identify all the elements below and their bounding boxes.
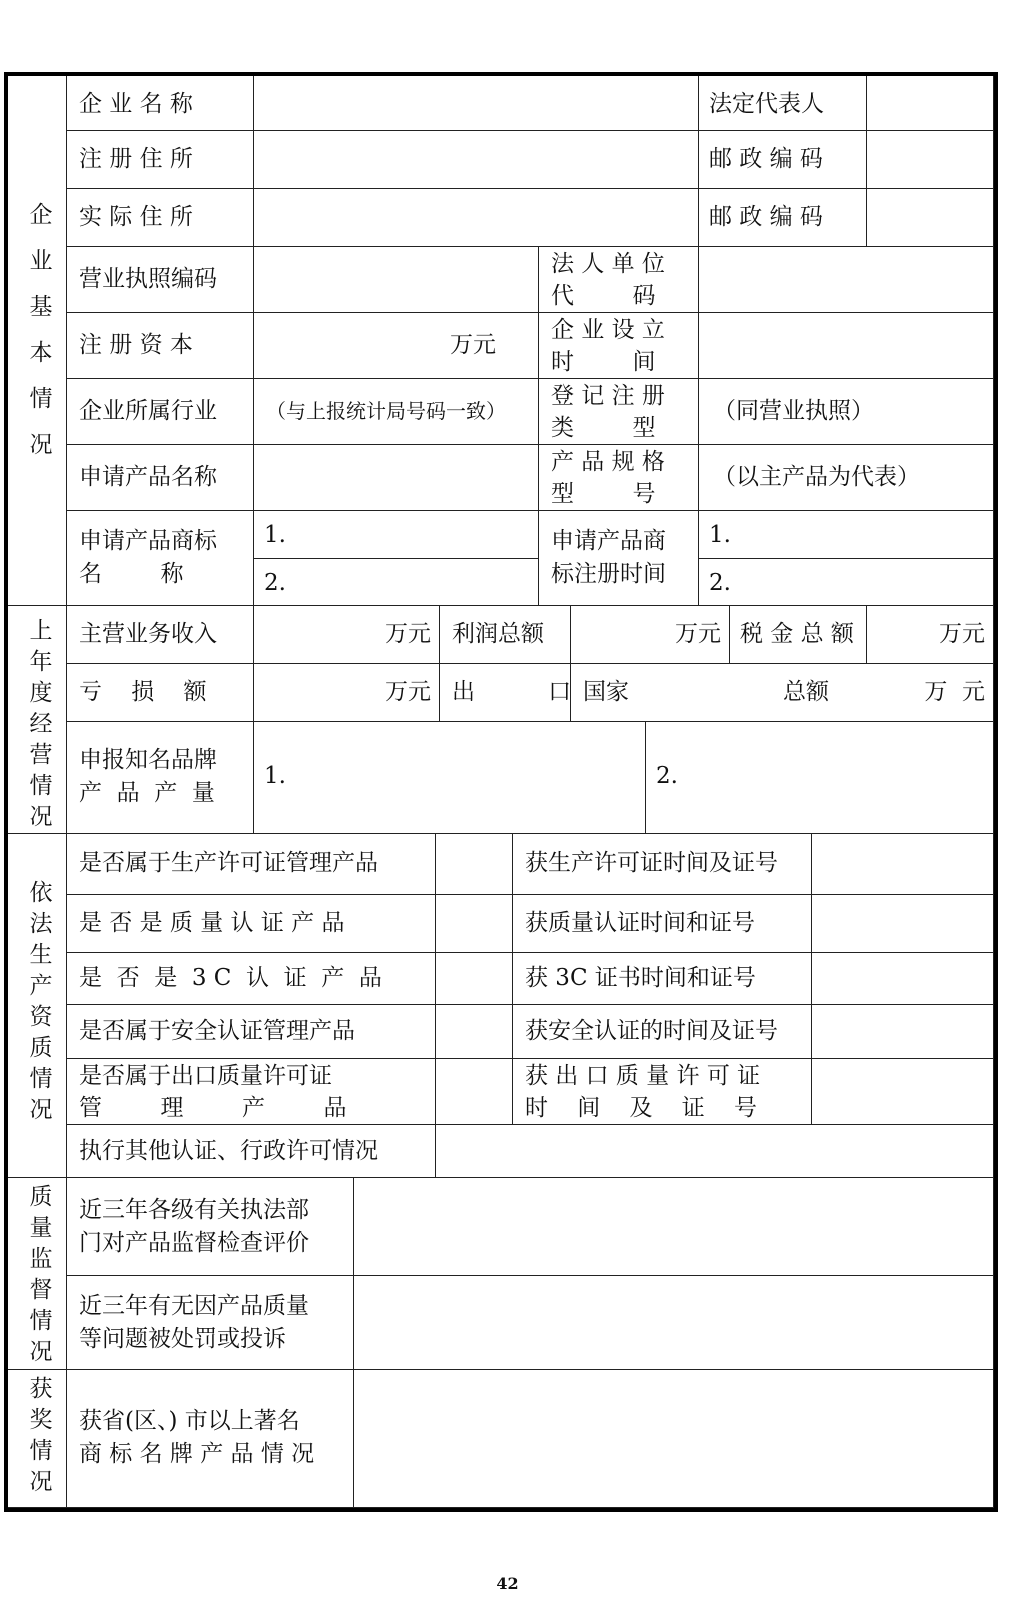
profit-unit: 万元 xyxy=(675,621,721,647)
loss-label-cell xyxy=(67,664,254,722)
output-item-1: 1. xyxy=(264,763,286,789)
s1-label-line2: 门对产品监督检查评价 xyxy=(79,1230,309,1256)
q3-result-label-cell xyxy=(513,953,812,1005)
license-no-field[interactable] xyxy=(254,247,539,313)
company-name-label-cell xyxy=(67,76,254,131)
q3-answer-field[interactable] xyxy=(436,953,513,1005)
org-code-field[interactable] xyxy=(699,247,994,313)
output-label-cell xyxy=(67,722,254,834)
tm-time-label-cell xyxy=(539,511,699,606)
q5-answer-field[interactable] xyxy=(436,1059,513,1125)
a1-label-line1: 获省(区、) 市以上著名 xyxy=(79,1408,300,1434)
reg-capital-label-cell xyxy=(67,313,254,379)
category-basic-cell xyxy=(8,76,67,606)
postal-code-1-label-cell xyxy=(699,131,867,189)
profit-label: 利润总额 xyxy=(452,621,544,647)
a1-label-line2: 商 标 名 牌 产 品 情 况 xyxy=(79,1441,315,1467)
trademark-field-1[interactable] xyxy=(254,511,539,559)
industry-note: （与上报统计局号码一致） xyxy=(266,399,506,423)
export-label-cell xyxy=(440,664,571,722)
q5-label-line1: 是否属于出口质量许可证 xyxy=(79,1063,332,1089)
country-label: 国家 xyxy=(583,679,629,705)
license-no-label: 营业执照编码 xyxy=(79,266,217,292)
category-qualification-cell xyxy=(8,834,67,1178)
q5-result-field[interactable] xyxy=(812,1059,994,1125)
loss-label: 亏 损 额 xyxy=(79,679,207,705)
total-label: 总额 xyxy=(783,679,829,705)
company-name-field[interactable] xyxy=(254,76,699,131)
tm-time-label-line1: 申请产品商 xyxy=(551,528,666,554)
profit-label-cell xyxy=(440,606,571,664)
reg-type-label-cell xyxy=(539,379,699,445)
spec-note: （以主产品为代表） xyxy=(713,464,920,490)
postal-code-2-label: 邮 政 编 码 xyxy=(709,204,823,230)
company-name-label: 企 业 名 称 xyxy=(79,91,193,117)
actual-address-field[interactable] xyxy=(254,189,699,247)
revenue-unit: 万元 xyxy=(385,621,431,647)
legal-rep-label-cell xyxy=(699,76,867,131)
revenue-field[interactable] xyxy=(254,606,440,664)
revenue-label-cell xyxy=(67,606,254,664)
q1-result-field[interactable] xyxy=(812,834,994,895)
q1-result-label-cell xyxy=(513,834,812,895)
reg-address-label-cell xyxy=(67,131,254,189)
tax-label-cell xyxy=(730,606,867,664)
loss-unit: 万元 xyxy=(385,679,431,705)
category-supervision: 质 量 监 督 情 况 xyxy=(29,1184,53,1365)
tax-label: 税 金 总 额 xyxy=(740,621,854,647)
category-basic: 企 业 基 本 情 况 xyxy=(29,202,53,458)
q1-result-label: 获生产许可证时间及证号 xyxy=(525,850,778,876)
tax-unit: 万元 xyxy=(939,621,985,647)
postal-code-2-field[interactable] xyxy=(867,189,994,247)
output-label-line2: 产 品 产 量 xyxy=(79,780,215,806)
product-name-field[interactable] xyxy=(254,445,539,511)
product-name-label: 申请产品名称 xyxy=(79,464,217,490)
industry-label: 企业所属行业 xyxy=(79,398,217,424)
reg-capital-label: 注 册 资 本 xyxy=(79,332,193,358)
category-award-cell xyxy=(8,1370,67,1508)
a1-label-cell xyxy=(67,1370,354,1508)
trademark-field-2[interactable] xyxy=(254,559,539,606)
q3-result-label: 获 3C 证书时间和证号 xyxy=(525,965,756,991)
reg-type-note: （同营业执照） xyxy=(713,398,874,424)
category-qualification: 依 法 生 产 资 质 情 况 xyxy=(29,880,53,1123)
tm-time-label-line2: 标注册时间 xyxy=(551,561,666,587)
output-field-2[interactable] xyxy=(646,722,994,834)
q4-label-cell xyxy=(67,1005,436,1059)
q1-label: 是否属于生产许可证管理产品 xyxy=(79,850,378,876)
tm-time-item-2: 2. xyxy=(709,570,731,596)
q5-result-label-line1: 获 出 口 质 量 许 可 证 xyxy=(525,1063,761,1089)
total-unit: 万 元 xyxy=(924,679,985,705)
q3-label: 是 否 是 3 C 认 证 产 品 xyxy=(79,965,382,991)
q6-label: 执行其他认证、行政许可情况 xyxy=(79,1138,378,1164)
s1-label-line1: 近三年各级有关执法部 xyxy=(79,1197,309,1223)
export-label: 出 口 xyxy=(452,679,572,705)
reg-address-field[interactable] xyxy=(254,131,699,189)
s1-label-cell xyxy=(67,1178,354,1276)
product-name-label-cell xyxy=(67,445,254,511)
s1-field[interactable] xyxy=(354,1178,994,1276)
tm-time-field-1[interactable] xyxy=(699,511,994,559)
export-field[interactable] xyxy=(571,664,994,722)
founded-label-line1: 企 业 设 立 xyxy=(551,317,665,343)
reg-type-label-line2: 类 型 xyxy=(551,415,656,441)
q1-label-cell xyxy=(67,834,436,895)
reg-type-field[interactable] xyxy=(699,379,994,445)
reg-capital-field[interactable] xyxy=(254,313,539,379)
q2-result-field[interactable] xyxy=(812,895,994,953)
tm-time-item-1: 1. xyxy=(709,522,731,548)
legal-rep-field[interactable] xyxy=(867,76,994,131)
category-operation-cell xyxy=(8,606,67,834)
org-code-label-cell xyxy=(539,247,699,313)
spec-label-line1: 产 品 规 格 xyxy=(551,449,665,475)
legal-rep-label: 法定代表人 xyxy=(709,91,824,117)
s2-label-line1: 近三年有无因产品质量 xyxy=(79,1293,309,1319)
profit-field[interactable] xyxy=(571,606,730,664)
spec-label-cell xyxy=(539,445,699,511)
spec-field[interactable] xyxy=(699,445,994,511)
q2-label: 是 否 是 质 量 认 证 产 品 xyxy=(79,910,345,936)
reg-address-label: 注 册 住 所 xyxy=(79,146,193,172)
category-supervision-cell xyxy=(8,1178,67,1370)
trademark-label-line1: 申请产品商标 xyxy=(79,528,217,554)
s2-label-cell xyxy=(67,1276,354,1370)
industry-field[interactable] xyxy=(254,379,539,445)
postal-code-1-label: 邮 政 编 码 xyxy=(709,146,823,172)
output-field-1[interactable] xyxy=(254,722,646,834)
application-form xyxy=(4,72,998,1512)
q4-result-field[interactable] xyxy=(812,1005,994,1059)
q4-result-label-cell xyxy=(513,1005,812,1059)
founded-label-line2: 时 间 xyxy=(551,349,656,375)
org-code-label-line1: 法 人 单 位 xyxy=(551,251,665,277)
q6-field[interactable] xyxy=(436,1125,994,1178)
category-award: 获 奖 情 况 xyxy=(29,1376,53,1495)
trademark-item-2: 2. xyxy=(264,570,286,596)
founded-field[interactable] xyxy=(699,313,994,379)
q3-result-field[interactable] xyxy=(812,953,994,1005)
q2-result-label-cell xyxy=(513,895,812,953)
page-number: 42 xyxy=(496,1574,519,1593)
actual-address-label: 实 际 住 所 xyxy=(79,204,193,230)
trademark-item-1: 1. xyxy=(264,522,286,548)
output-label-line1: 申报知名品牌 xyxy=(79,747,217,773)
q1-answer-field[interactable] xyxy=(436,834,513,895)
spec-label-line2: 型 号 xyxy=(551,481,656,507)
a1-field[interactable] xyxy=(354,1370,994,1508)
s2-field[interactable] xyxy=(354,1276,994,1370)
tax-field[interactable] xyxy=(867,606,994,664)
q6-label-cell xyxy=(67,1125,436,1178)
org-code-label-line2: 代 码 xyxy=(551,283,656,309)
postal-code-2-label-cell xyxy=(699,189,867,247)
reg-type-label-line1: 登 记 注 册 xyxy=(551,383,665,409)
founded-label-cell xyxy=(539,313,699,379)
output-item-2: 2. xyxy=(656,763,678,789)
q3-label-cell xyxy=(67,953,436,1005)
q5-label-cell xyxy=(67,1059,436,1125)
q5-result-label-cell xyxy=(513,1059,812,1125)
trademark-label-line2: 名 称 xyxy=(79,561,184,587)
loss-field[interactable] xyxy=(254,664,440,722)
q2-result-label: 获质量认证时间和证号 xyxy=(525,910,755,936)
q4-answer-field[interactable] xyxy=(436,1005,513,1059)
postal-code-1-field[interactable] xyxy=(867,131,994,189)
revenue-label: 主营业务收入 xyxy=(79,621,217,647)
industry-label-cell xyxy=(67,379,254,445)
q4-result-label: 获安全认证的时间及证号 xyxy=(525,1018,778,1044)
q4-label: 是否属于安全认证管理产品 xyxy=(79,1018,355,1044)
capital-unit: 万元 xyxy=(450,332,496,358)
q5-label-line2: 管 理 产 品 xyxy=(79,1095,347,1121)
q2-answer-field[interactable] xyxy=(436,895,513,953)
q2-label-cell xyxy=(67,895,436,953)
tm-time-field-2[interactable] xyxy=(699,559,994,606)
license-no-label-cell xyxy=(67,247,254,313)
s2-label-line2: 等问题被处罚或投诉 xyxy=(79,1326,286,1352)
category-operation: 上 年 度 经 营 情 况 xyxy=(29,618,53,830)
trademark-label-cell xyxy=(67,511,254,606)
q5-result-label-line2: 时 间 及 证 号 xyxy=(525,1095,757,1121)
actual-address-label-cell xyxy=(67,189,254,247)
